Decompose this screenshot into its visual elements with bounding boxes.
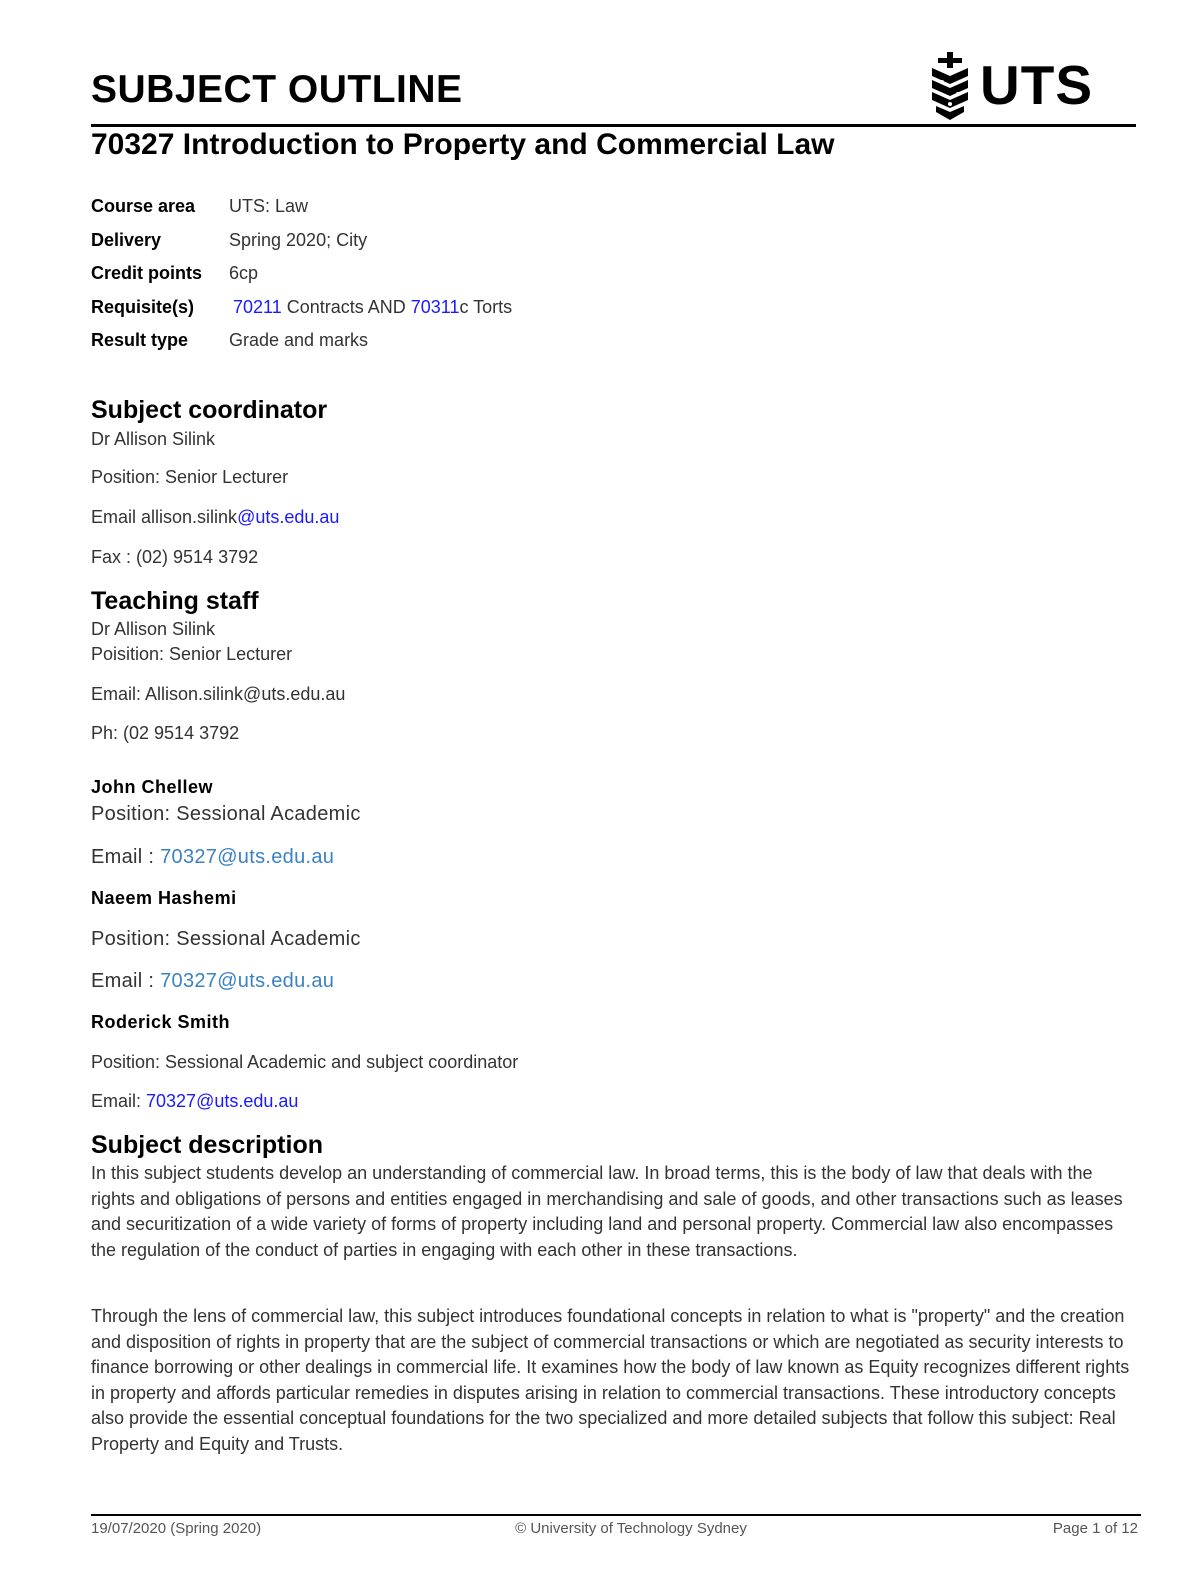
staff-email-link[interactable]: 70327@uts.edu.au bbox=[160, 970, 335, 992]
teaching-email: Email: Allison.silink@uts.edu.au bbox=[91, 684, 346, 704]
coordinator-fax: Fax : (02) 9514 3792 bbox=[91, 547, 259, 567]
teaching-position: Poisition: Senior Lecturer bbox=[91, 644, 293, 664]
delivery-value: Spring 2020; City bbox=[229, 230, 368, 250]
staff-position: Position: Sessional Academic bbox=[91, 928, 361, 950]
staff-email bbox=[91, 1091, 298, 1112]
footer-divider bbox=[91, 1514, 1141, 1516]
delivery-label: Delivery bbox=[91, 230, 162, 250]
result-type-value: Grade and marks bbox=[229, 330, 369, 350]
requisite-text-1: Contracts AND bbox=[281, 297, 411, 317]
staff-name: John Chellew bbox=[91, 777, 214, 797]
staff-name: Naeem Hashemi bbox=[91, 888, 237, 908]
teaching-name: Dr Allison Silink bbox=[91, 619, 216, 639]
result-type-label: Result type bbox=[91, 330, 189, 350]
coordinator-email-link[interactable]: @uts.edu.au bbox=[237, 507, 340, 527]
staff-email-prefix: Email : bbox=[91, 970, 161, 992]
requisites-label: Requisite(s) bbox=[91, 297, 195, 317]
staff-email bbox=[91, 970, 334, 993]
requisites-value bbox=[233, 297, 512, 318]
staff-email-prefix: Email : bbox=[91, 846, 161, 868]
coordinator-name: Dr Allison Silink bbox=[91, 429, 216, 449]
footer-copyright: © University of Technology Sydney bbox=[515, 1520, 747, 1537]
coordinator-email bbox=[91, 507, 339, 528]
description-paragraph-2: Through the lens of commercial law, this subject introduces foundational concepts in relation to what is "property" and the creation and disposition of rights in property that are the subject of commercial transactions or which are negotiated as security interests to finance borrowing or other dealings in commercial life. It examines how the body of law known as Equity recognizes different rights in property and affords particular remedies in disputes arising in relation to commercial transactions. These introductory concepts also provide the essential conceptual foundations for the two specialized and more detailed subjects that follow this subject: Real Property and Equity and Trusts. bbox=[91, 1306, 1130, 1454]
credit-points-value: 6cp bbox=[229, 263, 259, 283]
staff-email-link[interactable]: 70327@uts.edu.au bbox=[160, 846, 335, 868]
title-divider bbox=[91, 124, 1136, 127]
uts-logo bbox=[928, 50, 1098, 126]
page-title: SUBJECT OUTLINE bbox=[91, 68, 463, 111]
staff-name: Roderick Smith bbox=[91, 1012, 231, 1032]
logo-wordmark: UTS bbox=[980, 54, 1093, 116]
requisite-link-70211[interactable]: 70211 bbox=[233, 297, 282, 317]
staff-position: Position: Sessional Academic bbox=[91, 803, 361, 825]
staff-position: Position: Sessional Academic and subject coordinator bbox=[91, 1052, 519, 1072]
requisite-text-2: c Torts bbox=[459, 297, 513, 317]
staff-email-link[interactable]: 70327@uts.edu.au bbox=[146, 1091, 299, 1111]
footer-date: 19/07/2020 (Spring 2020) bbox=[91, 1520, 262, 1537]
description-paragraph-1: In this subject students develop an understanding of commercial law. In broad terms, this is the body of law that deals with the rights and obligations of persons and entities engaged in merchandising and sale of goods, and other transactions such as leases and securitization of a wide variety of forms of property including land and personal property. Commercial law also encompasses the regulation of the conduct of parties in engaging with each other in these transactions. bbox=[91, 1163, 1123, 1260]
uts-crest-icon bbox=[928, 52, 972, 124]
course-area-label: Course area bbox=[91, 196, 196, 216]
coordinator-email-prefix: Email allison.silink bbox=[91, 507, 238, 527]
subject-coordinator-heading: Subject coordinator bbox=[91, 396, 328, 424]
course-area-value: UTS: Law bbox=[229, 196, 309, 216]
teaching-staff-heading: Teaching staff bbox=[91, 587, 259, 615]
footer-page-number: Page 1 of 12 bbox=[1052, 1520, 1138, 1537]
credit-points-label: Credit points bbox=[91, 263, 202, 283]
staff-email bbox=[91, 846, 334, 869]
requisite-link-70311[interactable]: 70311 bbox=[410, 297, 460, 317]
staff-email-prefix: Email: bbox=[91, 1091, 147, 1111]
subject-description-heading: Subject description bbox=[91, 1131, 323, 1159]
teaching-phone: Ph: (02 9514 3792 bbox=[91, 723, 240, 743]
coordinator-position: Position: Senior Lecturer bbox=[91, 467, 289, 487]
subject-heading: 70327 Introduction to Property and Commercial Law bbox=[91, 128, 835, 161]
